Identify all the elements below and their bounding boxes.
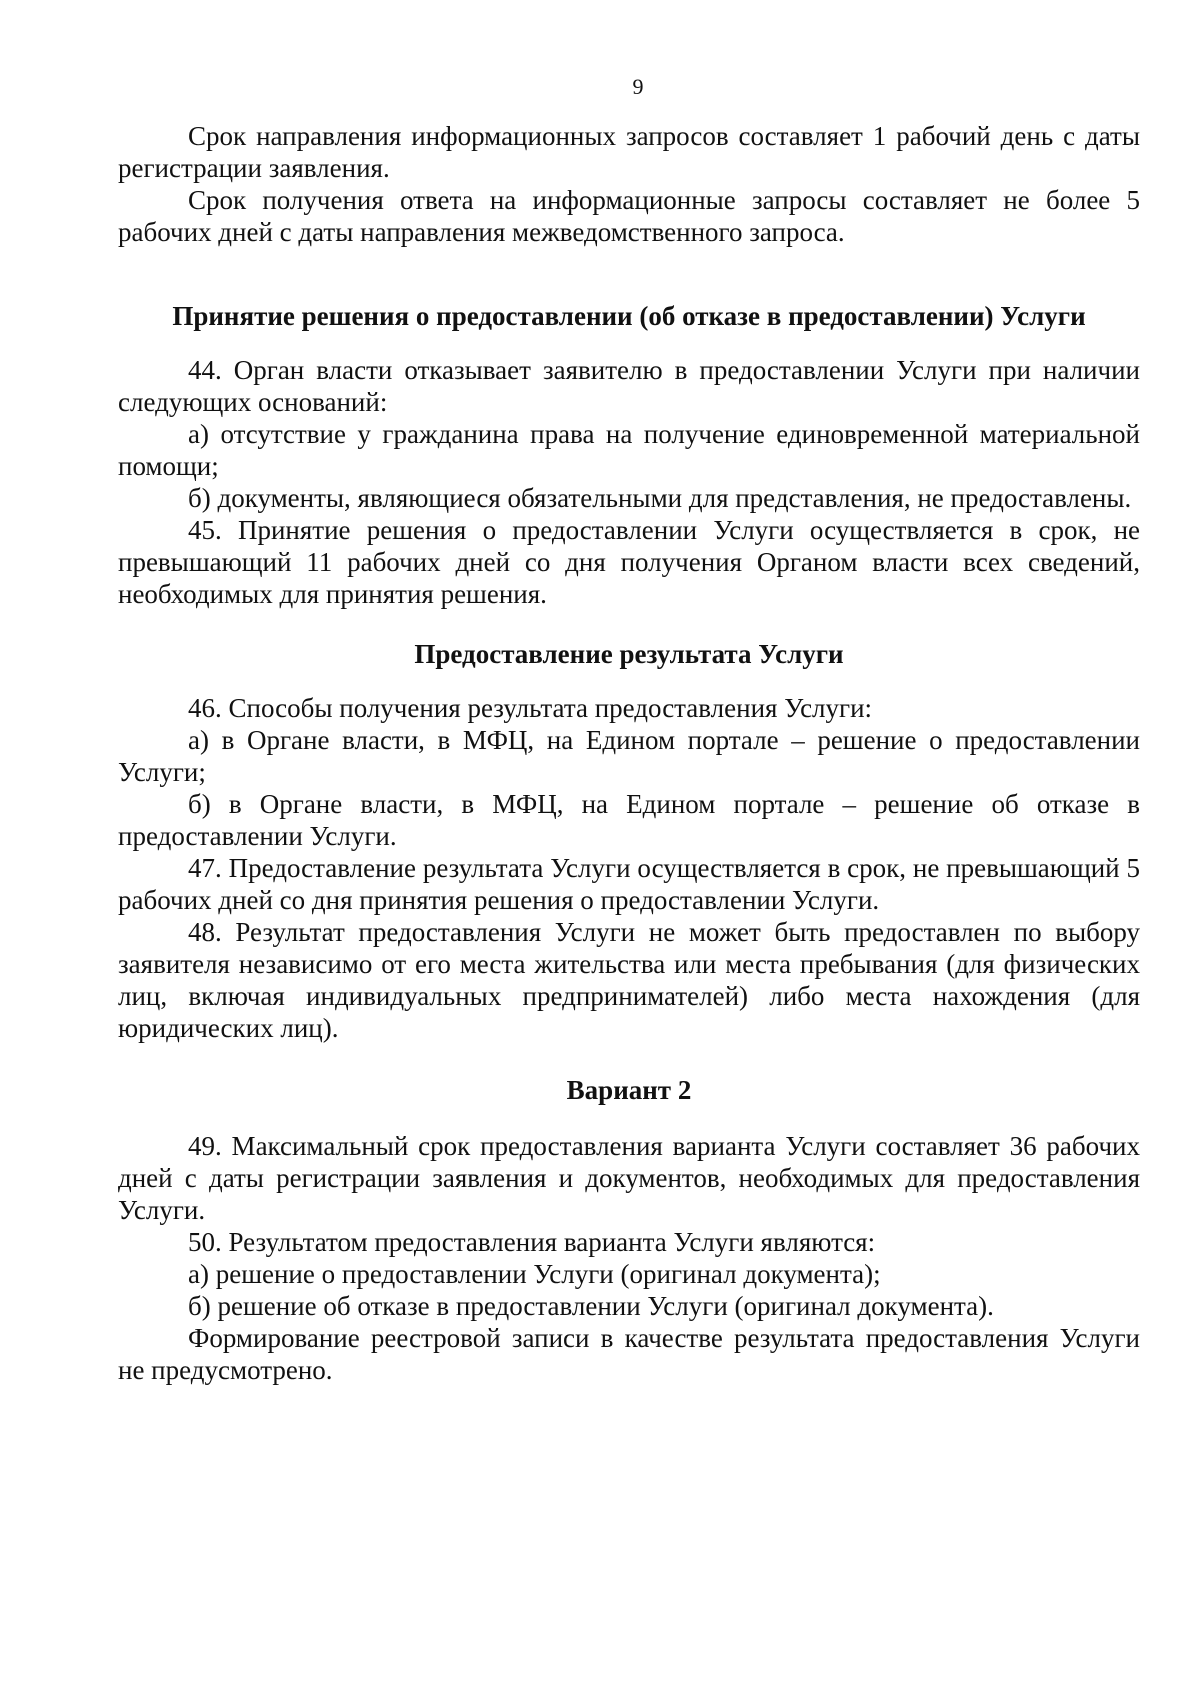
paragraph-50-a: а) решение о предоставлении Услуги (оригинал документа); bbox=[188, 1259, 881, 1289]
paragraph-46-a: а) в Органе власти, в МФЦ, на Едином портале – решение о предоставлении Услуги; bbox=[118, 725, 1140, 787]
paragraph-44: 44. Орган власти отказывает заявителю в предоставлении Услуги при наличии следующих оснований: bbox=[118, 355, 1140, 417]
paragraph-44-b: б) документы, являющиеся обязательными для представления, не предоставлены. bbox=[188, 483, 1132, 513]
paragraph-47: 47. Предоставление результата Услуги осуществляется в срок, не превышающий 5 рабочих дней со дня принятия решения о предоставлении Услуги. bbox=[118, 853, 1140, 915]
paragraph-request-deadline: Срок направления информационных запросов составляет 1 рабочий день с даты регистрации заявления. bbox=[118, 121, 1140, 183]
paragraph-44-a: а) отсутствие у гражданина права на получение единовременной материальной помощи; bbox=[118, 419, 1140, 481]
paragraph-46-b: б) в Органе власти, в МФЦ, на Едином портале – решение об отказе в предоставлении Услуги. bbox=[118, 789, 1140, 851]
paragraph-registry-record: Формирование реестровой записи в качестве результата предоставления Услуги не предусмотрено. bbox=[118, 1323, 1140, 1385]
paragraph-response-deadline: Срок получения ответа на информационные запросы составляет не более 5 рабочих дней с даты направления межведомственного запроса. bbox=[118, 185, 1140, 247]
paragraph-50: 50. Результатом предоставления варианта Услуги являются: bbox=[188, 1227, 876, 1257]
paragraph-48: 48. Результат предоставления Услуги не может быть предоставлен по выбору заявителя независимо от его места жительства или места пребывания (для физических лиц, включая индивидуальных предпринимателей) либо места нахождения (для юридических лиц). bbox=[118, 917, 1140, 1043]
page-number: 9 bbox=[632, 74, 644, 99]
section-heading-variant-2: Вариант 2 bbox=[566, 1075, 692, 1105]
paragraph-49: 49. Максимальный срок предоставления варианта Услуги составляет 36 рабочих дней с даты регистрации заявления и документов, необходимых для предоставления Услуги. bbox=[118, 1131, 1140, 1225]
paragraph-50-b: б) решение об отказе в предоставлении Услуги (оригинал документа). bbox=[188, 1291, 994, 1321]
paragraph-45: 45. Принятие решения о предоставлении Услуги осуществляется в срок, не превышающий 11 рабочих дней со дня получения Органом власти всех сведений, необходимых для принятия решения. bbox=[118, 515, 1140, 609]
section-heading-result: Предоставление результата Услуги bbox=[414, 639, 844, 669]
section-heading-decision: Принятие решения о предоставлении (об отказе в предоставлении) Услуги bbox=[172, 301, 1086, 331]
paragraph-46: 46. Способы получения результата предоставления Услуги: bbox=[188, 693, 873, 723]
